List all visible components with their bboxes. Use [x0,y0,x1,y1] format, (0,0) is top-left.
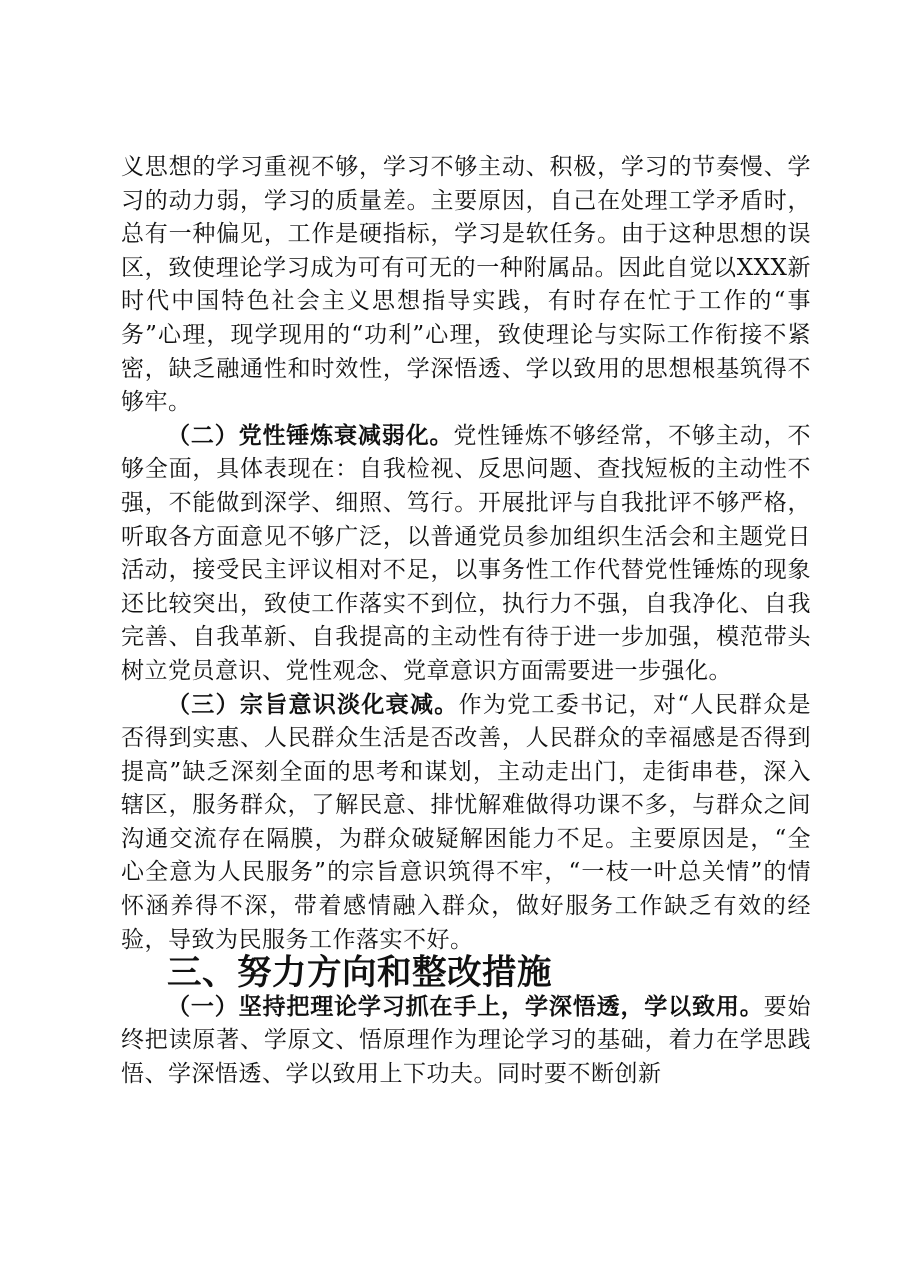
section-heading: 三、努力方向和整改措施 [167,953,552,994]
paragraph-text: 作为党工委书记，对“人民群众是否得到实惠、人民群众生活是否改善，人民群众的幸福感是否得到提高”缺乏深刻全面的思考和谋划，主动走出门，走街串巷，深入辖区，服务群众，了解民意、排忧解难做得功课不多，与群众之间沟通交流存在隔膜，为群众破疑解困能力不足。主要原因是，“全心全意为人民服务”的宗旨意识筑得不牢，“一枝一叶总关情”的情怀涵养得不深，带着感情融入群众，做好服务工作缺乏有效的经验，导致为民服务工作落实不好。 [121,691,812,953]
paragraph-study-problems [121,151,811,420]
paragraph-lead: （一）坚持把理论学习抓在手上，学深悟透，学以致用。 [167,993,764,1020]
paragraph-lead: （二）党性锤炼衰减弱化。 [167,422,454,449]
document-body [121,151,811,1092]
paragraph-party-spirit [121,420,811,689]
paragraph-theory-study [121,991,811,1092]
paragraph-text: 义思想的学习重视不够，学习不够主动、积极，学习的节奏慢、学习的动力弱，学习的质量差。主要原因，自己在处理工学矛盾时，总有一种偏见，工作是硬指标，学习是软任务。由于这种思想的误区，致使理论学习成为可有可无的一种附属品。因此自觉以XXX新时代中国特色社会主义思想指导实践，有时存在忙于工作的“事务”心理，现学现用的“功利”心理，致使理论与实际工作衔接不紧密，缺乏融通性和时效性，学深悟透、学以致用的思想根基筑得不够牢。 [121,154,811,416]
paragraph-text: 党性锤炼不够经常，不够主动，不够全面，具体表现在：自我检视、反思问题、查找短板的主动性不强，不能做到深学、细照、笃行。开展批评与自我批评不够严格，听取各方面意见不够广泛，以普通党员参加组织生活会和主题党日活动，接受民主评议相对不足，以事务性工作代替党性锤炼的现象还比较突出，致使工作落实不到位，执行力不强，自我净化、自我完善、自我革新、自我提高的主动性有待于进一步加强，模范带头树立党员意识、党性观念、党章意识方面需要进一步强化。 [121,422,812,684]
paragraph-text: 要始终把读原著、学原文、悟原理作为理论学习的基础，着力在学思践悟、学深悟透、学以致用上下功夫。同时要不断创新 [121,993,812,1088]
paragraph-lead: （三）宗旨意识淡化衰减。 [167,691,459,718]
paragraph-purpose-awareness [121,689,811,958]
